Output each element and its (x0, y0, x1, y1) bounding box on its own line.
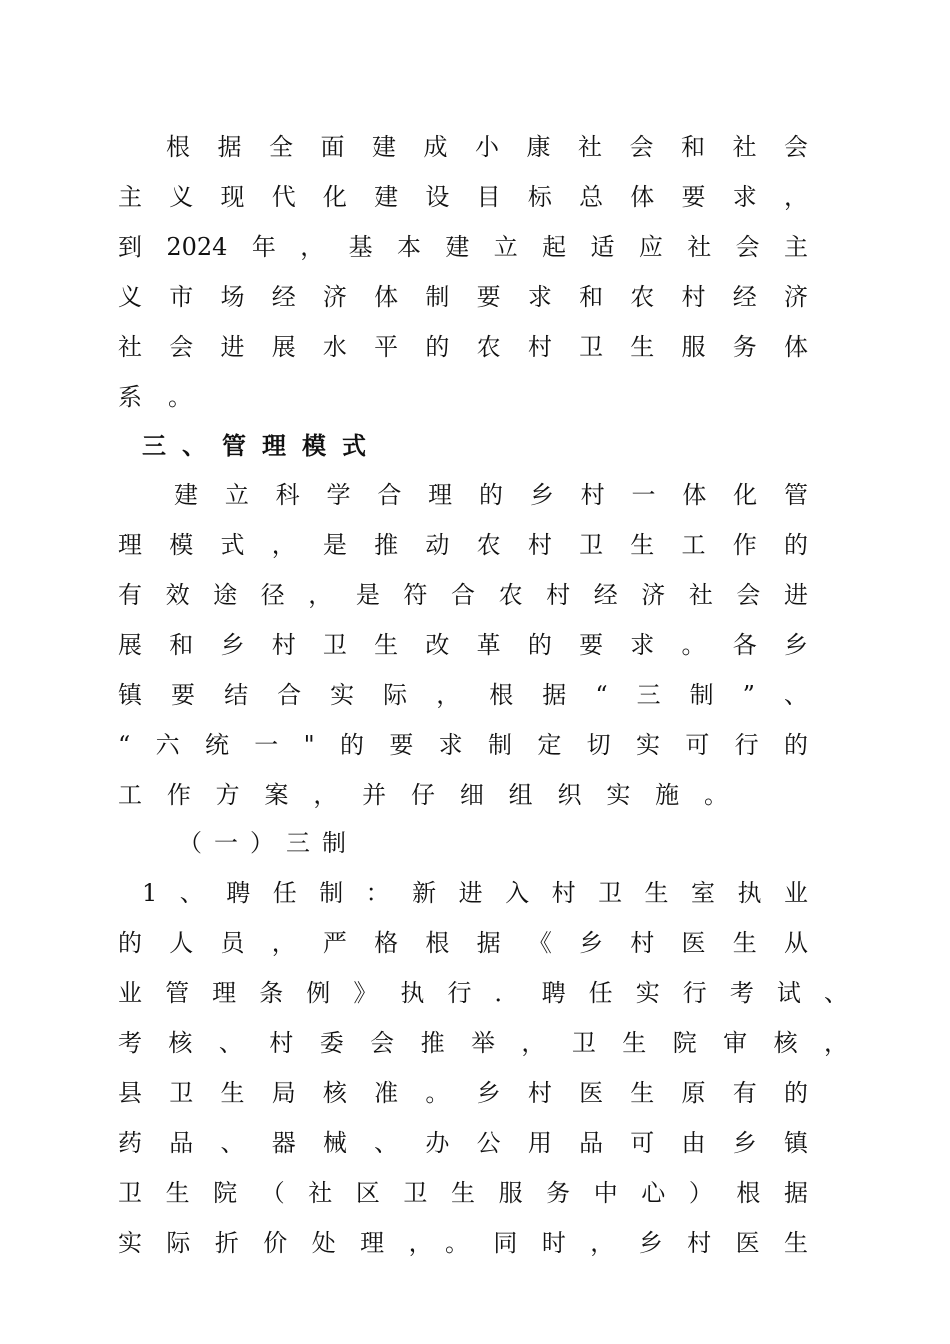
paragraph-line: 工作方案，并仔细组织实施。 (118, 781, 728, 809)
paragraph-line: 主义现代化建设目标总体要求， (118, 183, 808, 211)
paragraph-line: 建立科学合理的乡村一体化管 (174, 481, 808, 509)
paragraph-line: 卫生院（社区卫生服务中心）根据 (118, 1179, 808, 1207)
paragraph-line: 理模式，是推动农村卫生工作的 (118, 531, 808, 559)
subheading: （一）三制 (178, 829, 358, 857)
paragraph-line: 的人员，严格根据《乡村医生从 (118, 929, 808, 957)
paragraph-line: 实际折价处理，。同时，乡村医生 (118, 1229, 808, 1257)
paragraph-line: 镇要结合实际，根据“三制”、 (118, 681, 808, 709)
paragraph-line: 到2024年，基本建立起适应社会主 (118, 233, 808, 261)
paragraph-line: 药品、器械、办公用品可由乡镇 (118, 1129, 808, 1157)
paragraph-line: 系。 (118, 383, 218, 411)
paragraph-line: 有效途径，是符合农村经济社会进 (118, 581, 808, 609)
paragraph-line: 展和乡村卫生改革的要求。各乡 (118, 631, 808, 659)
paragraph-line: 1、聘任制：新进入村卫生室执业 (142, 879, 808, 907)
paragraph-line: 县卫生局核准。乡村医生原有的 (118, 1079, 808, 1107)
paragraph-line: 社会进展水平的农村卫生服务体 (118, 333, 808, 361)
paragraph-line: 根据全面建成小康社会和社会 (166, 133, 808, 161)
paragraph-line: 考核、村委会推举，卫生院审核， (118, 1029, 848, 1057)
paragraph-line: 义市场经济体制要求和农村经济 (118, 283, 808, 311)
paragraph-line: “六统一"的要求制定切实可行的 (118, 731, 808, 759)
paragraph-line: 业管理条例》执行．聘任实行考试、 (118, 979, 848, 1007)
section-heading: 三、管理模式 (142, 432, 382, 460)
